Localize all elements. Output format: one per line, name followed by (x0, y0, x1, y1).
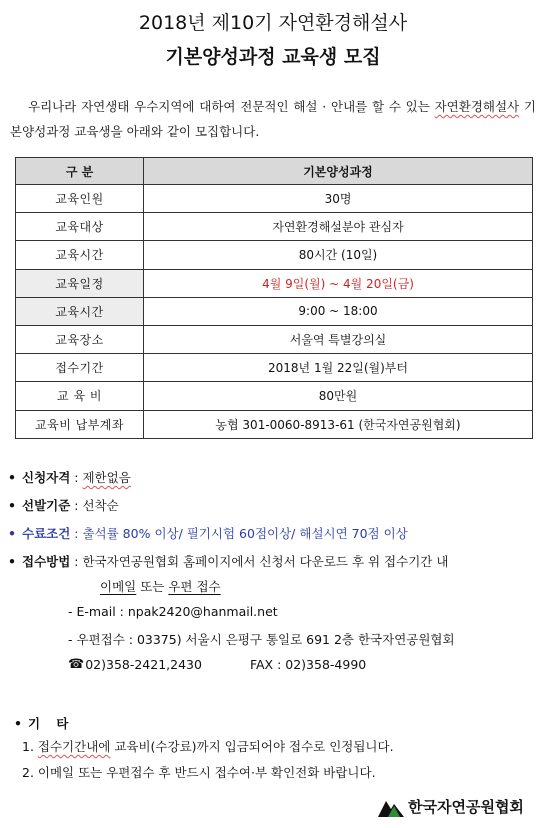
selection-key: 선발기준 (22, 498, 71, 513)
row-value: 서울역 특별강의실 (144, 325, 533, 353)
table-row (16, 325, 533, 353)
intro-wavy-term: 자연환경해설사 (434, 99, 520, 114)
row-value: 2018년 1월 22일(월)부터 (144, 354, 533, 382)
bullet-icon: • (8, 554, 16, 569)
email-line: - E-mail : npak2420@hanmail.net (68, 604, 278, 619)
selection-item: • 선발기준 : 선착순 (8, 498, 119, 513)
intro-text-2: 기본양성과정 교육생을 아래와 같이 모집합니다. (10, 99, 536, 139)
qualification-key: 신청자격 (22, 470, 71, 485)
footer-org-name: 한국자연공원협회 (408, 798, 524, 816)
completion-key: 수료조건 (22, 526, 71, 541)
others-heading-text: 기 타 (28, 716, 75, 731)
row-value: 9:00 ~ 18:00 (144, 297, 533, 325)
bullet-icon: • (8, 526, 16, 541)
row-value-schedule: 4월 9일(월) ~ 4월 20일(금) (144, 269, 533, 297)
row-value: 80시간 (10일) (144, 241, 533, 269)
row-label: 교육장소 (16, 325, 144, 353)
post-line: - 우편접수 : 03375) 서울시 은평구 통일로 691 2층 한국자연공원협회 (68, 632, 455, 647)
others-item-2: 2. 이메일 또는 우편접수 후 반드시 접수여·부 확인전화 바랍니다. (22, 765, 376, 780)
method-item: • 접수방법 : 한국자연공원협회 홈페이지에서 신청서 다운로드 후 위 접수기간 내 (8, 554, 449, 569)
method-value-line1: 한국자연공원협회 홈페이지에서 신청서 다운로드 후 위 접수기간 내 (82, 554, 449, 569)
row-label: 교 육 비 (16, 382, 144, 410)
info-table (15, 157, 533, 439)
page-title-line2: 기본양성과정 교육생 모집 (165, 46, 381, 68)
table-row (16, 185, 533, 213)
footer-org-logo (378, 796, 524, 817)
completion-value: 출석률 80% 이상/ 필기시험 60점이상/ 해설시연 70점 이상 (82, 526, 408, 541)
row-value: 80만원 (144, 382, 533, 410)
table-row (16, 241, 533, 269)
selection-value: 선착순 (82, 498, 119, 513)
intro-text-1: 우리나라 자연생태 우수지역에 대하여 전문적인 해설 · 안내를 할 수 있는 (28, 99, 430, 114)
table-header-row (16, 158, 533, 185)
others-item-1-rest: 교육비(수강료)까지 입금되어야 접수로 인정됩니다. (110, 739, 394, 754)
row-label: 교육일정 (16, 269, 144, 297)
qualification-item: • 신청자격 : 제한없음 (8, 470, 131, 485)
qualification-value: 제한없음 (82, 470, 131, 485)
page-title-line1: 2018년 제10기 자연환경해설사 (138, 12, 408, 34)
table-row (16, 297, 533, 325)
method-key: 접수방법 (22, 554, 71, 569)
table-row (16, 410, 533, 438)
others-item-1-prefix: 1. (22, 739, 38, 754)
table-row (16, 382, 533, 410)
contact-line (68, 657, 366, 672)
row-value: 농협 301-0060-8913-61 (한국자연공원협회) (144, 410, 533, 438)
table-header-value: 기본양성과정 (144, 158, 533, 185)
table-row (16, 269, 533, 297)
fax-number: FAX : 02)358-4990 (249, 657, 367, 672)
method-post-word: 우편 접수 (168, 579, 221, 594)
table-row (16, 213, 533, 241)
table-row (16, 354, 533, 382)
others-heading (14, 714, 75, 732)
method-line2 (100, 577, 221, 595)
row-label: 교육인원 (16, 185, 144, 213)
row-value: 30명 (144, 185, 533, 213)
table-header-label: 구 분 (16, 158, 144, 185)
method-or: 또는 (136, 579, 169, 594)
intro-paragraph (10, 94, 536, 144)
others-item-1-wavy: 접수기간내에 (37, 739, 111, 754)
phone-icon: ☎ (68, 657, 85, 672)
row-label: 교육비 납부계좌 (16, 410, 144, 438)
row-label: 교육시간 (16, 297, 144, 325)
phone-number: 02)358-2421,2430 (85, 657, 202, 672)
bullet-icon: • (14, 716, 22, 731)
bullet-icon: • (8, 498, 16, 513)
row-value: 자연환경해설분야 관심자 (144, 213, 533, 241)
row-label: 교육대상 (16, 213, 144, 241)
others-item-1 (22, 737, 394, 755)
bullet-icon: • (8, 470, 16, 485)
mountain-logo-icon (378, 797, 404, 817)
row-label: 접수기간 (16, 354, 144, 382)
completion-item: • 수료조건 : 출석률 80% 이상/ 필기시험 60점이상/ 해설시연 70점 이상 (8, 526, 408, 541)
method-email-word: 이메일 (100, 579, 137, 594)
row-label: 교육시간 (16, 241, 144, 269)
